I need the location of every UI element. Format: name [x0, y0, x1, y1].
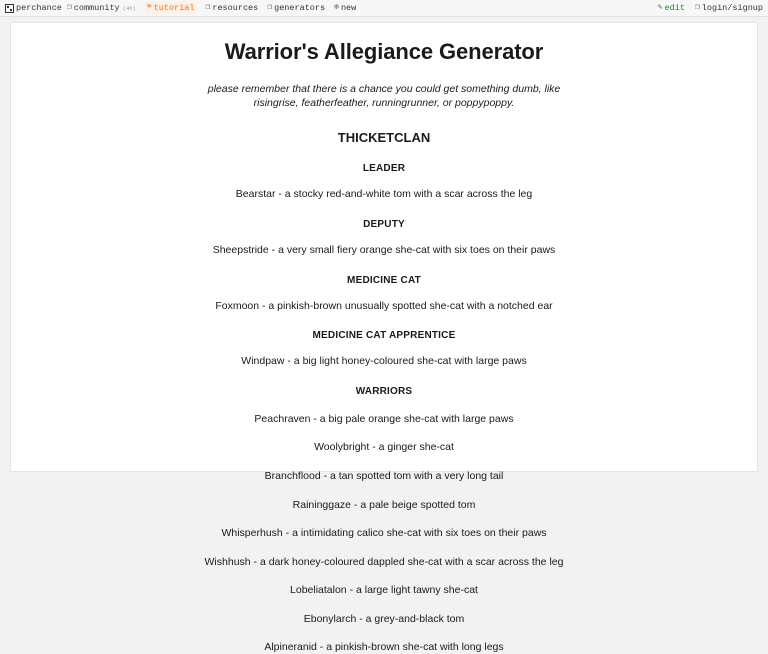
cat-entry: Sheepstride - a very small fiery orange she-cat with six toes on their paws: [212, 243, 556, 256]
cat-entry: Lobeliatalon - a large light tawny she-cat: [290, 584, 478, 597]
nav-item-community[interactable]: [67, 3, 136, 13]
generator-page-frame: [10, 22, 758, 654]
cat-entry: Ebonylarch - a grey-and-black tom: [303, 612, 465, 625]
cat-entry: Woolybright - a ginger she-cat: [314, 441, 454, 454]
clan-name: THICKETCLAN: [337, 130, 431, 146]
nav-item-resources[interactable]: [206, 3, 259, 13]
bookmark-icon: ⚑: [146, 3, 152, 12]
cat-entry: Windpaw - a big light honey-coloured she-cat with large paws: [241, 355, 527, 368]
rank-title: LEADER: [362, 163, 406, 175]
nav-item-perchance[interactable]: [5, 3, 62, 13]
pencil-icon: ✎: [657, 3, 663, 12]
perchance-logo-icon: [5, 4, 14, 13]
nav-item-label: community: [73, 3, 120, 13]
page-title: Warrior's Allegiance Generator: [224, 39, 544, 64]
page-icon: ❐: [267, 3, 273, 12]
rank-title: MEDICINE CAT: [347, 274, 421, 286]
cat-entry: Whisperhush - a intimidating calico she-cat with six toes on their paws: [221, 527, 547, 540]
allegiance-sections: [31, 163, 737, 654]
nav-item-badge: (4h): [122, 4, 136, 12]
nav-item-tutorial[interactable]: [145, 2, 197, 14]
nav-item-label: perchance: [16, 3, 62, 13]
cat-entry: Bearstar - a stocky red-and-white tom with a scar across the leg: [235, 188, 533, 201]
generator-content: [11, 23, 757, 654]
cat-entry: Peachraven - a big pale orange she-cat with large paws: [254, 412, 514, 425]
navbar-right-group: [648, 3, 763, 13]
page-icon: ❐: [205, 3, 211, 12]
book-icon: ❐: [66, 3, 72, 12]
nav-item-label: generators: [274, 3, 326, 13]
navbar-left-group: [5, 2, 648, 14]
rank-title: WARRIORS: [355, 385, 413, 397]
nav-item-new[interactable]: [334, 3, 356, 13]
cat-entry: Foxmoon - a pinkish-brown unusually spotted she-cat with a notched ear: [215, 299, 553, 312]
cat-entry: Branchflood - a tan spotted tom with a very long tail: [264, 469, 504, 482]
nav-item-label: login/signup: [701, 3, 763, 13]
nav-item-login-signup[interactable]: [695, 3, 763, 13]
globe-icon: ⊕: [334, 3, 339, 12]
nav-item-label: edit: [664, 3, 685, 13]
nav-item-label: tutorial: [153, 3, 195, 13]
rank-title: DEPUTY: [363, 218, 405, 230]
rank-title: MEDICINE CAT APPRENTICE: [312, 330, 456, 342]
cat-entry: Alpineranid - a pinkish-brown she-cat with long legs: [264, 641, 504, 654]
nav-item-generators[interactable]: [267, 3, 325, 13]
cat-entry: Wishhush - a dark honey-coloured dappled she-cat with a scar across the leg: [204, 555, 564, 568]
cat-entry: Raininggaze - a pale beige spotted tom: [292, 498, 476, 511]
page-subtitle: please remember that there is a chance you could get something dumb, like risingrise, featherfeather, runningrunner, or poppypoppy.: [207, 83, 561, 110]
user-icon: ❐: [694, 3, 700, 12]
top-navbar: [0, 0, 768, 17]
nav-item-label: new: [340, 3, 357, 13]
nav-item-label: resources: [212, 3, 259, 13]
nav-item-edit[interactable]: [658, 3, 685, 13]
